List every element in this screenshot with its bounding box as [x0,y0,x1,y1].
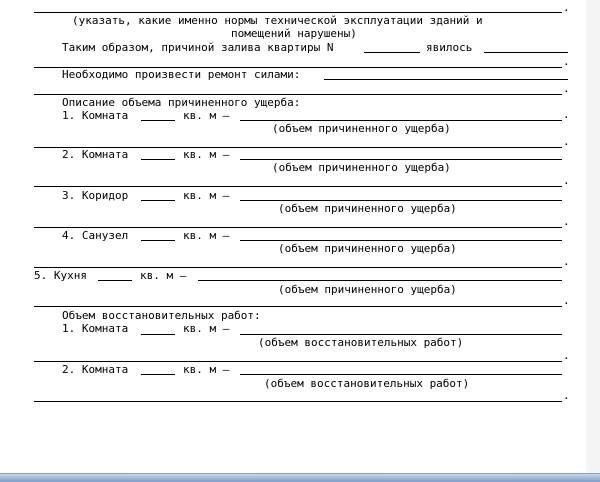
note-norms-line2: помещений нарушены) [231,27,357,40]
area-field[interactable] [141,240,175,241]
cause-field[interactable] [484,52,568,53]
damage-item-label: 5. Кухня [34,269,87,282]
damage-item-unit: кв. м – [183,229,230,242]
restore-item-unit: кв. м – [183,363,230,376]
damage-item-label: 2. Комната [62,148,129,161]
damage-item-label: 3. Коридор [62,189,129,202]
damage-item-caption: (объем причиненного ущерба) [278,242,457,255]
blank-line [34,267,562,268]
damage-item-unit: кв. м – [183,189,230,202]
line-period: . [563,349,570,362]
blank-line [34,12,562,13]
damage-heading: Описание объема причиненного ущерба: [62,96,301,109]
line-period: . [563,82,570,95]
line-period: . [563,389,570,402]
restore-description-field[interactable] [240,334,562,335]
damage-item-caption: (объем причиненного ущерба) [278,283,457,296]
blank-line [34,94,562,95]
area-field[interactable] [98,280,132,281]
page-margin-edge [586,0,600,473]
restore-description-field[interactable] [240,374,562,375]
cause-text: Таким образом, причиной залива квартиры N [62,41,334,54]
blank-line [34,361,562,362]
damage-item-caption: (объем причиненного ущерба) [272,161,451,174]
line-period: . [563,108,570,121]
damage-item-unit: кв. м – [140,269,187,282]
restore-item-label: 1. Комната [62,322,129,335]
damage-description-field[interactable] [240,240,562,241]
note-norms-line1: (указать, какие именно нормы технической эксплуатации зданий и [72,14,483,27]
line-period: . [563,255,570,268]
repair-field[interactable] [324,79,568,80]
area-field[interactable] [141,159,175,160]
line-period: . [563,55,570,68]
restore-item-caption: (объем восстановительных работ) [264,377,470,390]
area-field[interactable] [141,200,175,201]
blank-line [34,401,562,402]
damage-item-unit: кв. м – [183,109,230,122]
damage-item-caption: (объем причиненного ущерба) [272,122,451,135]
damage-item-unit: кв. м – [183,148,230,161]
damage-description-field[interactable] [240,120,562,121]
damage-item-label: 4. Санузел [62,229,129,242]
blank-line [34,227,562,228]
area-field[interactable] [141,120,175,121]
blank-line [34,306,562,307]
restore-item-unit: кв. м – [183,322,230,335]
line-period: . [563,135,570,148]
line-period: . [563,294,570,307]
damage-description-field[interactable] [198,280,562,281]
restore-heading: Объем восстановительных работ: [62,309,261,322]
restore-item-label: 2. Комната [62,363,129,376]
damage-item-label: 1. Комната [62,109,129,122]
apartment-number-field[interactable] [364,52,420,53]
cause-suffix: явилось [426,41,473,54]
restore-item-caption: (объем восстановительных работ) [258,336,464,349]
repair-label: Необходимо произвести ремонт силами: [62,68,301,81]
area-field[interactable] [141,374,175,375]
damage-description-field[interactable] [240,200,562,201]
damage-item-caption: (объем причиненного ущерба) [278,202,457,215]
line-period: . [563,1,570,14]
line-period: . [563,215,570,228]
line-period: . [563,174,570,187]
damage-description-field[interactable] [240,159,562,160]
blank-line [34,186,562,187]
area-field[interactable] [141,334,175,335]
